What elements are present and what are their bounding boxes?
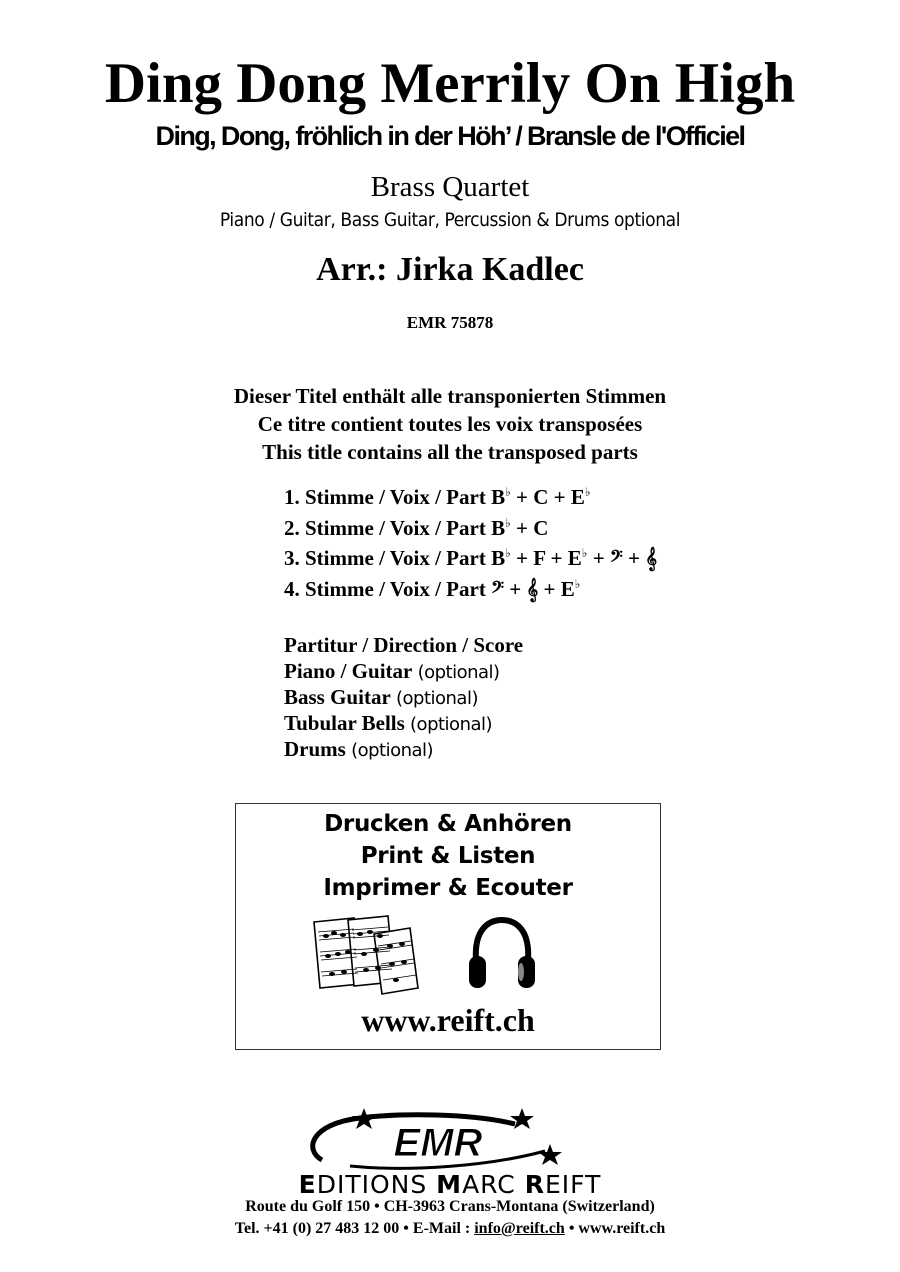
- part-label: Stimme / Voix / Part: [305, 546, 486, 570]
- headphones-icon: [466, 916, 538, 994]
- flat-icon: ♭: [505, 515, 511, 530]
- emr-logo: [300, 1106, 570, 1172]
- transposition-info: [0, 382, 900, 466]
- promo-line-english: Print & Listen: [360, 843, 536, 869]
- sheet-music-icon: [308, 914, 423, 999]
- extras-list: [284, 632, 523, 762]
- info-line-english: This title contains all the transposed parts: [262, 440, 638, 464]
- extra-item: Tubular Bells (optional): [284, 711, 493, 735]
- bass-clef-icon: 𝄢: [609, 546, 623, 570]
- publisher-contact: Tel. +41 (0) 27 483 12 00 • E-Mail : info@reift.ch • www.reift.ch: [234, 1220, 666, 1237]
- extra-item: Partitur / Direction / Score: [284, 633, 524, 657]
- parts-list: [284, 482, 657, 604]
- part-item: 2. Stimme / Voix / Part B♭ + C: [284, 515, 549, 540]
- flat-icon: ♭: [505, 485, 511, 499]
- promo-line-french: Imprimer & Ecouter: [323, 875, 573, 901]
- page-title: Ding Dong Merrily On High: [104, 52, 796, 115]
- extra-item: Bass Guitar (optional): [284, 685, 478, 709]
- promo-line-german: Drucken & Anhören: [324, 811, 572, 837]
- part-item: 3. Stimme / Voix / Part B♭ + F + E♭ + 𝄢 + 𝄞: [284, 546, 658, 570]
- part-label: Stimme / Voix / Part: [305, 515, 486, 540]
- extra-item: Piano / Guitar (optional): [284, 659, 500, 683]
- email-link[interactable]: info@reift.ch: [474, 1220, 565, 1237]
- treble-clef-icon: 𝄞: [526, 576, 539, 601]
- publisher-name: EDITIONS MARC REIFT: [298, 1170, 602, 1199]
- info-line-french: Ce titre contient toutes les voix transposées: [257, 412, 643, 436]
- bass-clef-icon: 𝄢: [491, 576, 504, 601]
- flat-icon: ♭: [584, 485, 591, 499]
- part-label: Stimme / Voix / Part: [305, 576, 486, 601]
- page-subtitle: Ding, Dong, fröhlich in der Höh’ / Bransle de l'Officiel: [155, 121, 745, 151]
- part-item: 4. Stimme / Voix / Part 𝄢 + 𝄞 + E♭: [284, 576, 581, 601]
- catalog-number: EMR 75878: [406, 313, 494, 332]
- publisher-address: Route du Golf 150 • CH-3963 Crans-Montana (Switzerland): [245, 1198, 655, 1215]
- info-line-german: Dieser Titel enthält alle transponierten Stimmen: [233, 384, 667, 408]
- arranger: Arr.: Jirka Kadlec: [316, 251, 584, 288]
- flat-icon: ♭: [505, 546, 511, 560]
- print-listen-box[interactable]: [235, 803, 661, 1050]
- ensemble: Brass Quartet: [370, 171, 530, 203]
- extra-item: Drums (optional): [284, 737, 434, 761]
- treble-clef-icon: 𝄞: [645, 546, 658, 570]
- part-item: 1. Stimme / Voix / Part B♭ + C + E♭: [284, 485, 591, 509]
- optional-instruments: Piano / Guitar, Bass Guitar, Percussion & Drums optional: [219, 209, 681, 231]
- part-label: Stimme / Voix / Part: [305, 485, 486, 509]
- website-link[interactable]: www.reift.ch: [361, 1002, 535, 1038]
- flat-icon: ♭: [581, 546, 588, 560]
- flat-icon: ♭: [574, 576, 581, 591]
- svg-text:EMR: EMR: [393, 1121, 483, 1165]
